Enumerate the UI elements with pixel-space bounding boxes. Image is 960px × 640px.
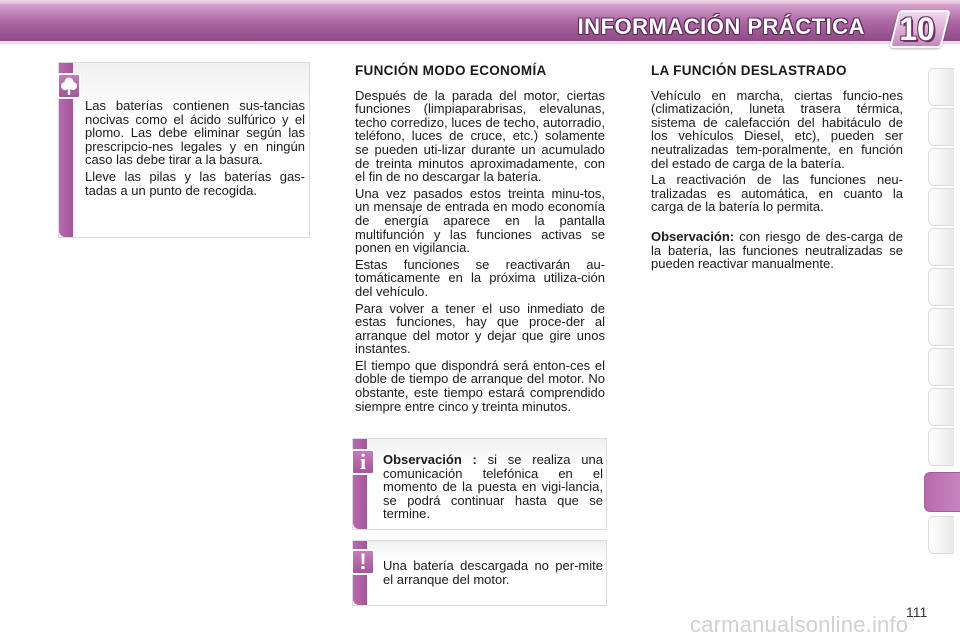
info-icon: i [351,449,375,475]
chapter-tab[interactable] [928,268,954,306]
note-label: Observación : [383,452,477,467]
tree-icon [57,73,81,99]
chapter-tab[interactable] [928,108,954,146]
paragraph: Lleve las pilas y las baterías gas-tadas a un punto de recogida. [85,168,305,198]
chapter-tab[interactable] [928,428,954,466]
page-header [0,0,960,56]
chapter-tab[interactable] [928,348,954,386]
paragraph: Vehículo en marcha, ciertas funcio-nes (climatización, luneta trasera térmica, sistema de calefacción del habitáculo de los vehículos Diesel, etc), pueden ser neutralizadas tem-poralmente, en función del estado de carga de la batería. [651,87,903,171]
warning-note-box [352,540,607,606]
load-shedding-section [651,64,903,274]
paragraph: Para volver a tener el uso inmediato de estas funciones, hay que proce-der al arranque del motor y dejar que gire unos instantes. [355,300,605,357]
observation-text: con riesgo de des-carga de la batería, las funciones neutralizadas se pueden reactivar manualmente. [651,228,903,272]
note-text: si se realiza una comunicación telefónica en el momento de la puesta en vigi-lancia, se podrá continuar hasta que se termine. [383,452,603,522]
chapter-tab[interactable] [928,188,954,226]
info-note-text [383,453,603,521]
paragraph: Estas funciones se reactivarán au-tomáticamente en la próxima utiliza-ción del vehículo. [355,256,605,299]
observation-paragraph [651,230,903,271]
warning-icon: ! [351,549,375,575]
environment-note-text [85,99,305,197]
paragraph: Después de la parada del motor, ciertas funciones (limpiaparabrisas, elevalunas, techo corredizo, luces de techo, autorradio, teléfono, luces de cruce, etc.) solamente se pueden uti-lizar durante un acumulado de treinta minutos aproximadamente, con el fin de no descargar la batería. [355,87,605,185]
observation-label: Observación: [651,228,735,244]
info-note-box [352,438,607,530]
chapter-tab[interactable] [928,148,954,186]
chapter-tab-active[interactable] [924,472,960,512]
chapter-number: 10 [899,11,935,47]
economy-mode-section [355,64,605,416]
paragraph: Las baterías contienen sus-tancias nocivas como el ácido sulfúrico y el plomo. Las debe eliminar según las prescripcio-nes legales y en ningún caso las debe tirar a la basura. [85,98,305,168]
chapter-badge [886,6,948,50]
chapter-tab[interactable] [928,228,954,266]
chapter-tab[interactable] [928,308,954,346]
chapter-tabs [928,68,960,574]
paragraph: Una vez pasados estos treinta minu-tos, un mensaje de entrada en modo economía de energía aparece en la pantalla multifunción y las funciones activas se ponen en vigilancia. [355,185,605,256]
chapter-tab[interactable] [928,68,954,106]
environment-note-box [58,62,310,238]
paragraph: El tiempo que dispondrá será enton-ces el doble de tiempo de arranque del motor. No obstante, este tiempo estará comprendido siempre entre cinco y treinta minutos. [355,357,605,414]
section-title: FUNCIÓN MODO ECONOMÍA [355,63,547,78]
chapter-tab[interactable] [928,388,954,426]
watermark: carmanualsonline.info [690,612,909,637]
warning-note-text: Una batería descargada no per-mite el arranque del motor. [383,558,603,587]
chapter-tab[interactable] [928,516,954,554]
page-number: 111 [906,604,928,620]
page-title: INFORMACIÓN PRÁCTICA [577,14,865,39]
paragraph: La reactivación de las funciones neu-tralizadas es automática, en cuanto la carga de la batería lo permita. [651,172,903,215]
section-title: LA FUNCIÓN DESLASTRADO [651,63,847,78]
